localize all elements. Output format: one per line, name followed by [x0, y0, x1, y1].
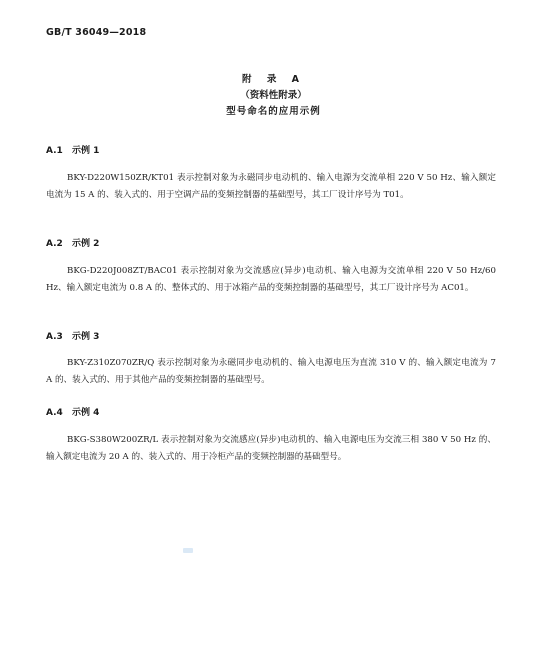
section-heading-a2: [46, 236, 99, 249]
standard-code: GB/T 36049—2018: [46, 27, 147, 38]
section-heading-a1: [46, 143, 99, 156]
section-title: 示例 2: [72, 239, 100, 249]
section-paragraph-a2: BKG-D220J008ZT/BAC01 表示控制对象为交流感应(异步)电动机、输入电源为交流单相 220 V 50 Hz/60 Hz、输入额定电流为 0.8 A 的、整体式的、用于冰箱产品的变频控制器的基础型号，其工厂设计序号为 AC01。: [46, 266, 496, 293]
annex-heading: [0, 73, 547, 119]
section-number: A.3: [46, 332, 63, 342]
annex-title: 附 录 A: [242, 74, 305, 85]
section-title: 示例 4: [72, 408, 100, 418]
section-heading-a3: [46, 329, 99, 342]
section-number: A.4: [46, 408, 63, 418]
section-number: A.2: [46, 239, 63, 249]
section-heading-a4: [46, 405, 99, 418]
section-title: 示例 1: [72, 146, 100, 156]
section-number: A.1: [46, 146, 63, 156]
section-paragraph-a3: BKY-Z310Z070ZR/Q 表示控制对象为永磁同步电动机的、输入电源电压为直流 310 V 的、输入额定电流为 7 A 的、装入式的、用于其他产品的变频控制器的基础型号。: [46, 358, 496, 385]
annex-type: （资料性附录）: [240, 90, 307, 101]
section-title: 示例 3: [72, 332, 100, 342]
section-paragraph-a1: BKY-D220W150ZR/KT01 表示控制对象为永磁同步电动机的、输入电源为交流单相 220 V 50 Hz、输入额定电流为 15 A 的、装入式的、用于空调产品的变频控制器的基础型号，其工厂设计序号为 T01。: [46, 173, 496, 200]
section-paragraph-a4: BKG-S380W200ZR/L 表示控制对象为交流感应(异步)电动机的、输入电源电压为交流三相 380 V 50 Hz 的、输入额定电流为 20 A 的、装入式的、用于冷柜产品的变频控制器的基础型号。: [46, 435, 496, 462]
annex-subtitle: 型号命名的应用示例: [226, 106, 321, 117]
watermark-mark: [183, 548, 193, 553]
